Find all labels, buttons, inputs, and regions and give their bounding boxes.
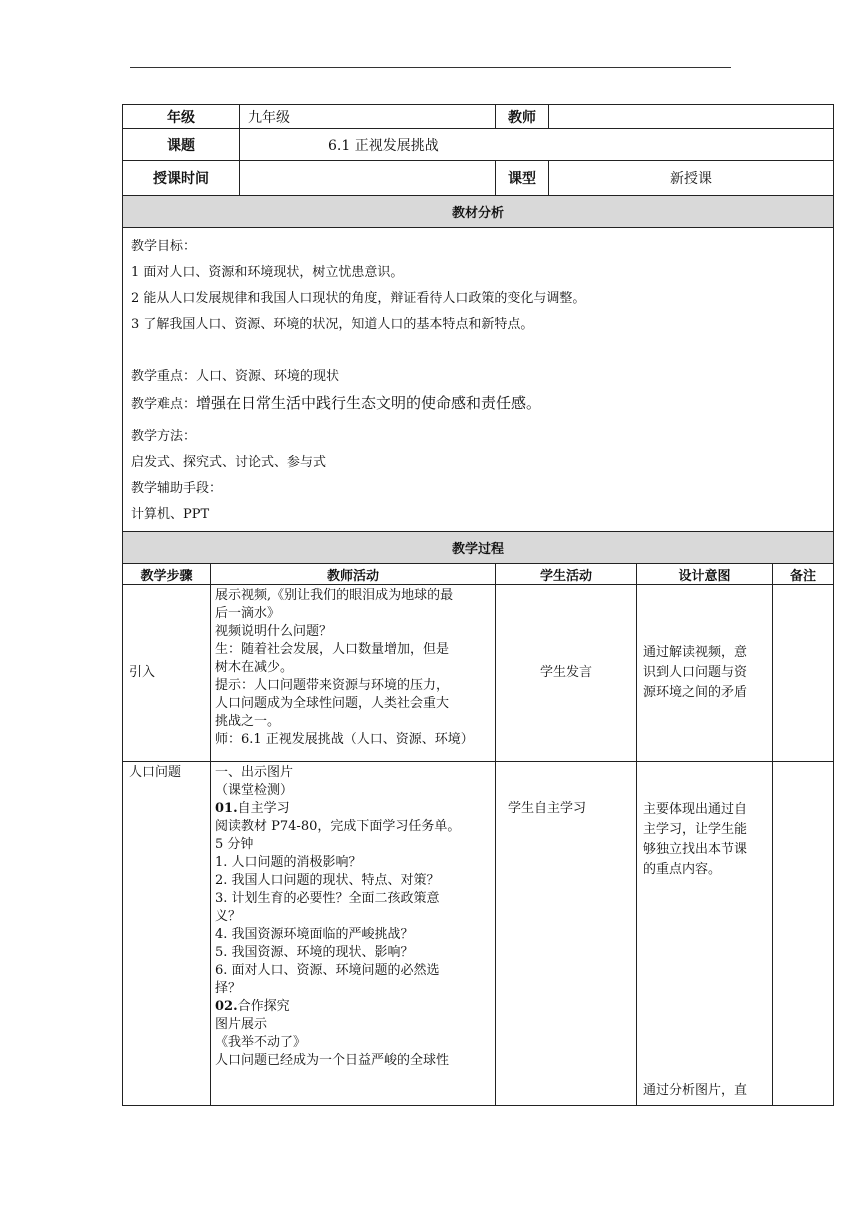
column-header-intent: 设计意图 — [637, 564, 773, 585]
topic-value: 6.1 正视发展挑战 — [240, 129, 834, 161]
design-intent-cell — [637, 762, 773, 1106]
intent-line: 主学习，让学生能 — [643, 822, 748, 837]
table-row — [123, 585, 834, 762]
teacher-line: 树木在减少。 — [215, 660, 294, 675]
teacher-line: 5. 我国资源、环境的现状、影响？ — [215, 945, 414, 960]
column-header-step: 教学步骤 — [123, 564, 211, 585]
teacher-line: 3. 计划生育的必要性？全面二孩政策意 — [215, 891, 440, 906]
teacher-line: 义？ — [215, 909, 242, 924]
intent-line: 源环境之间的矛盾 — [643, 685, 748, 700]
note-cell — [773, 585, 834, 762]
subsection-heading — [215, 998, 491, 1016]
analysis-content — [123, 228, 834, 532]
teacher-line: 1. 人口问题的消极影响？ — [215, 855, 362, 870]
grade-label: 年级 — [123, 105, 240, 129]
column-header-teacher: 教师活动 — [211, 564, 496, 585]
intent-line: 的重点内容。 — [643, 862, 722, 877]
teacher-line: 生：随着社会发展，人口数量增加，但是 — [215, 642, 450, 657]
goal-item: 1 面对人口、资源和环境现状，树立忧患意识。 — [131, 265, 404, 280]
subsection-text: 合作探究 — [237, 999, 290, 1014]
teacher-line: 5 分钟 — [215, 837, 254, 852]
teacher-activity-cell — [211, 585, 496, 762]
intent-line: 通过分析图片，直 — [643, 1083, 748, 1098]
intent-line: 识到人口问题与资 — [643, 665, 748, 680]
time-value — [240, 161, 496, 196]
teacher-line: 人口问题已经成为一个日益严峻的全球性 — [215, 1053, 450, 1068]
teacher-line: （课堂检测） — [215, 783, 294, 798]
step-cell: 引入 — [123, 585, 211, 762]
intent-line: 主要体现出通过自 — [643, 802, 748, 817]
topic-label: 课题 — [123, 129, 240, 161]
teacher-line: 后一滴水》 — [215, 606, 281, 621]
aid-text: 计算机、PPT — [131, 507, 210, 522]
teacher-line: 阅读教材 P74-80，完成下面学习任务单。 — [215, 819, 461, 834]
teacher-line: 师：6.1 正视发展挑战（人口、资源、环境） — [215, 732, 474, 747]
teacher-line: 视频说明什么问题？ — [215, 624, 333, 639]
design-intent-cell — [637, 585, 773, 762]
analysis-section-title: 教材分析 — [123, 196, 834, 228]
grade-value: 九年级 — [240, 105, 496, 129]
column-header-note: 备注 — [773, 564, 834, 585]
time-label: 授课时间 — [123, 161, 240, 196]
teacher-line: 4. 我国资源环境面临的严峻挑战？ — [215, 927, 414, 942]
lesson-plan-table — [122, 104, 833, 1106]
goal-item: 3 了解我国人口、资源、环境的状况，知道人口的基本特点和新特点。 — [131, 317, 534, 332]
teacher-line: 一、出示图片 — [215, 765, 294, 780]
subsection-heading — [215, 800, 491, 818]
key-point: 教学重点：人口、资源、环境的现状 — [131, 369, 340, 384]
teacher-line: 人口问题成为全球性问题，人类社会重大 — [215, 696, 450, 711]
subsection-text: 自主学习 — [237, 801, 290, 816]
method-title: 教学方法： — [131, 429, 197, 444]
aid-title: 教学辅助手段： — [131, 481, 223, 496]
type-label: 课型 — [496, 161, 549, 196]
column-header-student: 学生活动 — [496, 564, 637, 585]
goal-item: 2 能从人口发展规律和我国人口现状的角度，辩证看待人口政策的变化与调整。 — [131, 291, 586, 306]
teacher-line: 6. 面对人口、资源、环境问题的必然选 — [215, 963, 440, 978]
student-activity-cell: 学生发言 — [496, 585, 637, 762]
page-header-rule — [130, 67, 731, 68]
teacher-line: 择？ — [215, 981, 242, 996]
method-text: 启发式、探究式、讨论式、参与式 — [131, 455, 327, 470]
teacher-value — [549, 105, 834, 129]
teacher-line: 展示视频,《别让我们的眼泪成为地球的最 — [215, 588, 454, 603]
teacher-activity-cell — [211, 762, 496, 1106]
student-activity-cell: 学生自主学习 — [496, 762, 637, 1106]
difficulty-text: 增强在日常生活中践行生态文明的使命感和责任感。 — [196, 394, 542, 412]
type-value: 新授课 — [549, 161, 834, 196]
teacher-line: 挑战之一。 — [215, 714, 281, 729]
intent-line: 通过解读视频，意 — [643, 645, 748, 660]
subsection-number: 01. — [215, 801, 238, 816]
difficulty — [131, 390, 825, 418]
note-cell — [773, 762, 834, 1106]
teacher-line: 提示：人口问题带来资源与环境的压力， — [215, 678, 450, 693]
teacher-line: 图片展示 — [215, 1017, 268, 1032]
table-row — [123, 762, 834, 1106]
goals-title: 教学目标： — [131, 239, 197, 254]
intent-line: 够独立找出本节课 — [643, 842, 748, 857]
difficulty-label: 教学难点： — [131, 397, 197, 412]
step-cell: 人口问题 — [123, 762, 211, 1106]
teacher-line: 2. 我国人口问题的现状、特点、对策？ — [215, 873, 440, 888]
teacher-line: 《我举不动了》 — [215, 1035, 307, 1050]
teacher-label: 教师 — [496, 105, 549, 129]
subsection-number: 02. — [215, 999, 238, 1014]
process-section-title: 教学过程 — [123, 532, 834, 564]
